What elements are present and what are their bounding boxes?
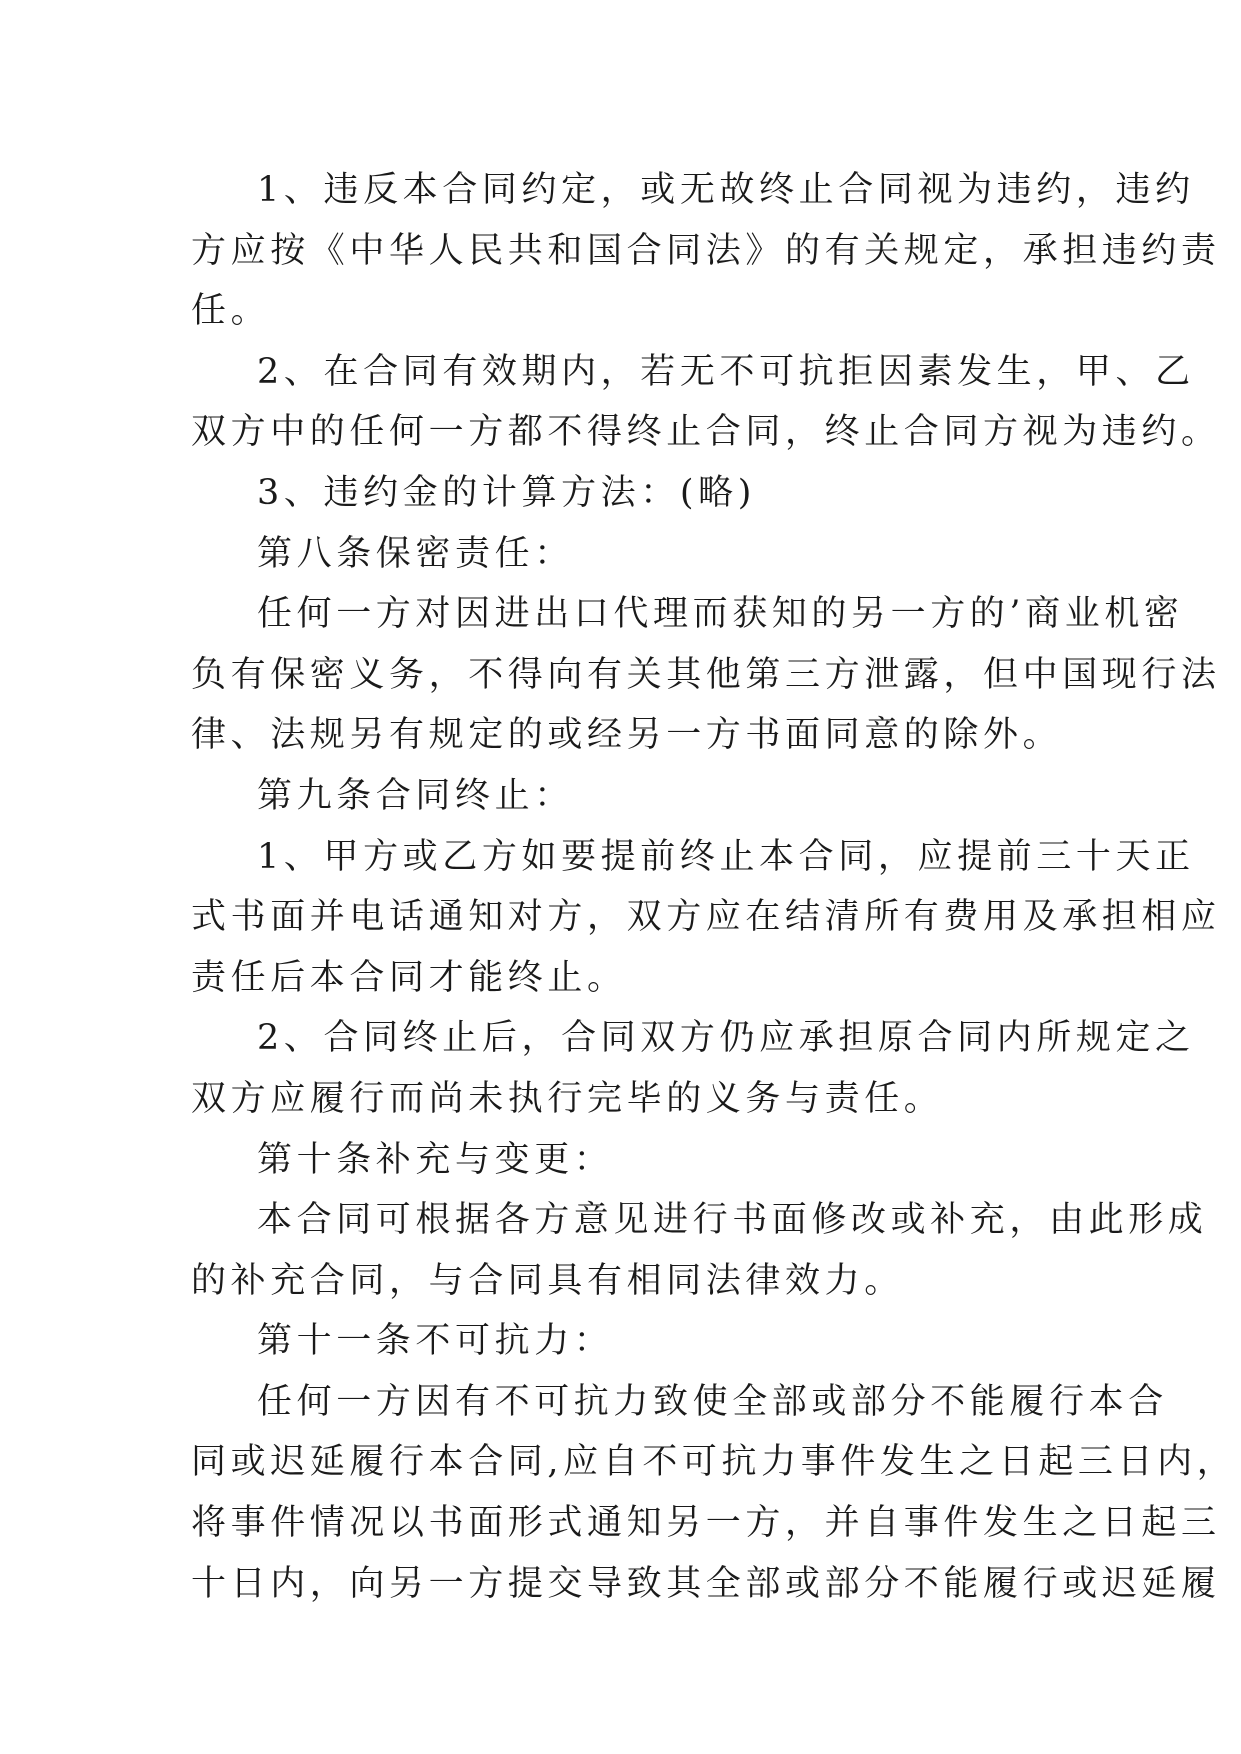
section-heading: 第八条保密责任： [257, 533, 574, 574]
text-line: 双方中的任何一方都不得终止合同，终止合同方视为违约。 [191, 412, 1221, 453]
section-heading: 第十一条不可抗力： [257, 1321, 614, 1362]
section-heading: 第十条补充与变更： [257, 1139, 614, 1180]
text-line: 方应按《中华人民共和国合同法》的有关规定，承担违约责 [191, 230, 1221, 271]
text-line: 式书面并电话通知对方，双方应在结清所有费用及承担相应 [191, 897, 1221, 938]
section-heading: 第九条合同终止： [257, 775, 574, 816]
text-line: 2、合同终止后，合同双方仍应承担原合同内所规定之 [257, 1018, 1195, 1059]
text-line: 任何一方因有不可抗力致使全部或部分不能履行本合 [257, 1381, 1168, 1422]
text-line: 责任后本合同才能终止。 [191, 957, 627, 998]
document-body [191, 160, 1237, 1614]
text-line: 1、甲方或乙方如要提前终止本合同，应提前三十天正 [257, 836, 1195, 877]
text-line: 负有保密义务，不得向有关其他第三方泄露，但中国现行法 [191, 654, 1221, 695]
text-line: 十日内，向另一方提交导致其全部或部分不能履行或迟延履 [191, 1563, 1221, 1604]
text-line: 3、违约金的计算方法：(略) [257, 472, 756, 513]
text-line: 双方应履行而尚未执行完毕的义务与责任。 [191, 1078, 944, 1119]
text-line: 将事件情况以书面形式通知另一方，并自事件发生之日起三 [191, 1503, 1221, 1544]
text-line: 的补充合同，与合同具有相同法律效力。 [191, 1260, 904, 1301]
text-line: 本合同可根据各方意见进行书面修改或补充，由此形成 [257, 1200, 1208, 1241]
text-line: 律、法规另有规定的或经另一方书面同意的除外。 [191, 715, 1063, 756]
text-line: 1、违反本合同约定，或无故终止合同视为违约，违约 [257, 170, 1195, 210]
text-line: 任。 [191, 291, 271, 332]
text-line: 2、在合同有效期内，若无不可抗拒因素发生，甲、乙 [257, 351, 1195, 392]
text-line: 同或迟延履行本合同,应自不可抗力事件发生之日起三日内， [191, 1442, 1237, 1483]
text-line: 任何一方对因进出口代理而获知的另一方的’商业机密 [257, 594, 1184, 635]
